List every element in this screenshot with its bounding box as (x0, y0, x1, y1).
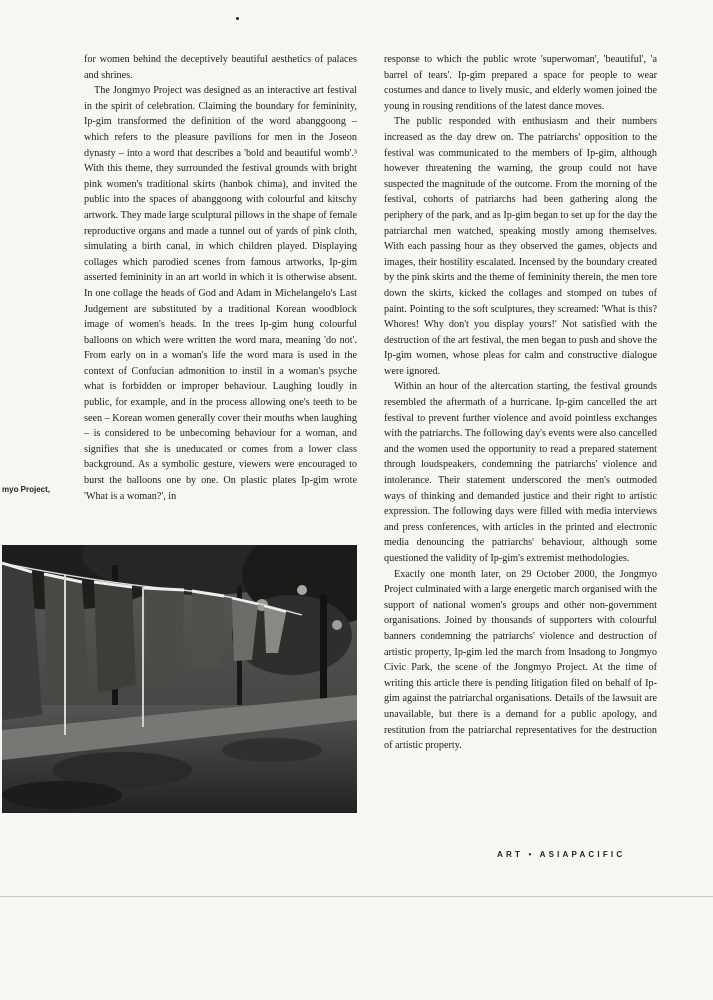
paragraph: The public responded with enthusiasm and their numbers increased as the day drew on. The patriarchs' opposition to the festival was communicated to the members of Ip-gim, although however threatening the warning, the group could not have suspected the magnitude of the outcome. From the morning of the festival, cohorts of patriarchs had been gathering along the periphery of the park, and as Ip-gim began to set up for the day the patriarchal men watched, speaking mostly among themselves. With each passing hour as they observed the games, objects and images, their hostility escalated. Incensed by the boundary created by the pink skirts and the theme of femininity therein, the men tore down the skirts, kicked the collages and stomped on tubes of paint. Pointing to the soft sculptures, they screamed: 'What is this? Whores! Why don't you display yours!' Not satisfied with the destruction of the art festival, the men began to push and shove the Ip-gim women, whose pleas for calm and constructive dialogue were ignored. (384, 116, 658, 377)
paragraph: for women behind the deceptively beautiful aesthetics of palaces and shrines. (84, 54, 357, 81)
paragraph: response to which the public wrote 'superwoman', 'beautiful', 'a barrel of tears'. Ip-gim prepared a space for people to wear costumes and dance to lively music, and elderly women joined the young in rousing renditions of the latest dance moves. (384, 54, 657, 112)
paragraph: Within an hour of the altercation starting, the festival grounds resembled the aftermath of a hurricane. Ip-gim cancelled the art festival to prevent further violence and avoid pointless exchanges with the patriarchs. The following day's events were also cancelled and the women used the opportunity to read a prepared statement through loudspeakers, condemning the patriarchs' violence and intolerance. Their statement underscored the men's outmoded ways of thinking and demanded justice and their right to artistic expression. The following days were filled with media interviews and press conferences, with articles in the printed and electronic media denouncing the patriarchs' behaviour, although some questioned the validity of Ip-gim's extremist methodologies. (384, 381, 657, 564)
paragraph: Exactly one month later, on 29 October 2000, the Jongmyo Project culminated with a large energetic march organised with the support of national women's groups and other non-government organisations. Joined by thousands of supporters with colourful banners condemning the patriarchs' violence and destruction of artistic property, Ip-gim led the march from Insadong to Jongmyo Civic Park, the scene of the Jongmyo Project. At the time of writing this article there is pending litigation filed on behalf of Ip-gim against the patriarchal organisations. Details of the lawsuit are unavailable, but there is a demand for a public apology, and restitution from the patriarchal representatives for the destruction of artistic property. (384, 568, 657, 752)
page-fold-line (0, 896, 713, 897)
article-column-left (84, 52, 357, 504)
magazine-footer: ART • ASIAPACIFIC (497, 850, 626, 859)
festival-photo (2, 545, 357, 813)
paragraph: The Jongmyo Project was designed as an interactive art festival in the spirit of celebration. Claiming the boundary for femininity, Ip-gim transformed the definition of the word abanggoong – which refers to the pleasure pavilions for men in the Joseon dynasty – into a word that describes a 'bold and beautiful womb'.³ With this theme, they surrounded the festival grounds with bright pink women's traditional skirts (hanbok chima), and invited the public into the spaces of abanggoong with colourful and kitschy artwork. They made large sculptural pillows in the shape of female reproductive organs and made a tunnel out of yards of pink cloth, simulating a birth canal, in which children played. Displaying collages which parodied scenes from famous artworks, Ip-gim asserted femininity in an art world in which it is otherwise absent. In one collage the heads of God and Adam in Michelangelo's Last Judgement are substituted by a traditional Korean woodblock image of women's heads. In the trees Ip-gim hung colourful balloons on which were written the word mara, meaning 'do not'. From early on in a woman's life the word mara is used in the context of Confucian admonition to instil in a woman's psyche what is forbidden or improper behaviour. Laughing loudly in public, for example, and in the process allowing one's teeth to be seen – Korean women generally cover their mouths when laughing – is considered to be unbecoming behaviour for a woman, and signifies that she is uneducated or comes from a lower class background. As a symbolic gesture, viewers were encouraged to burst the balloons one by one. On plastic plates Ip-gim wrote 'What is a woman?', in (84, 85, 357, 502)
article-column-right (384, 52, 657, 754)
photo-caption: myo Project, (2, 485, 51, 494)
printer-mark (236, 17, 239, 20)
photo-illustration (2, 545, 357, 813)
